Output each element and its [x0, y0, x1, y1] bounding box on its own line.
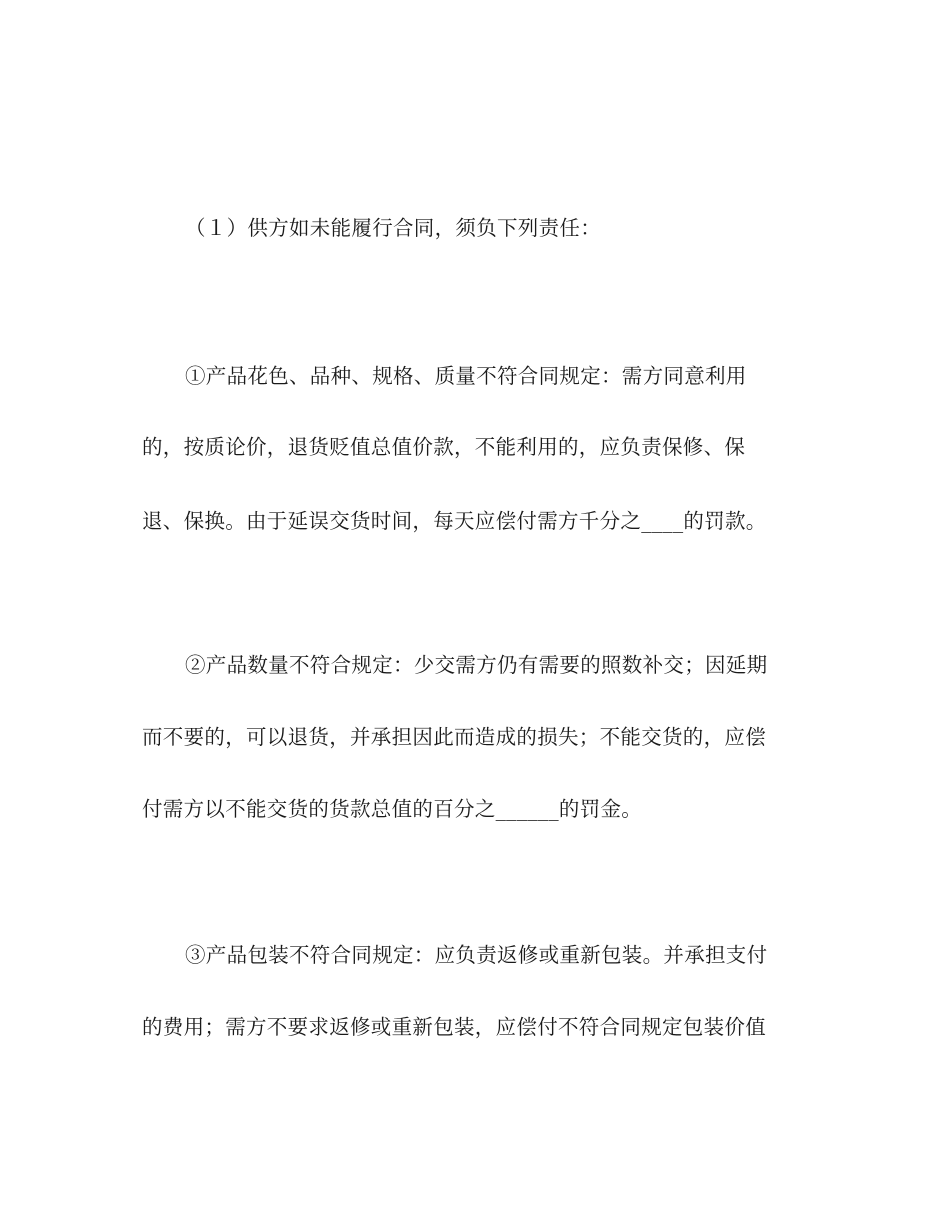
clause-heading: （１）供方如未能履行合同，须负下列责任：	[185, 216, 601, 240]
paragraph3-line2: 的费用；需方不要求返修或重新包装，应偿付不符合同规定包装价值	[142, 1015, 766, 1039]
paragraph1-line1: ①产品花色、品种、规格、质量不符合同规定：需方同意利用	[185, 364, 747, 388]
paragraph2-line1: ②产品数量不符合规定：少交需方仍有需要的照数补交；因延期	[185, 653, 768, 677]
paragraph2-line3: 付需方以不能交货的货款总值的百分之______的罚金。	[142, 797, 643, 821]
paragraph3-line1: ③产品包装不符合同规定：应负责返修或重新包装。并承担支付	[185, 943, 768, 967]
paragraph2-line2: 而不要的，可以退货，并承担因此而造成的损失；不能交货的，应偿	[142, 725, 766, 749]
paragraph1-line2: 的，按质论价，退货贬值总值价款，不能利用的，应负责保修、保	[142, 435, 746, 459]
paragraph1-line3: 退、保换。由于延误交货时间，每天应偿付需方千分之____的罚款。	[142, 509, 767, 533]
